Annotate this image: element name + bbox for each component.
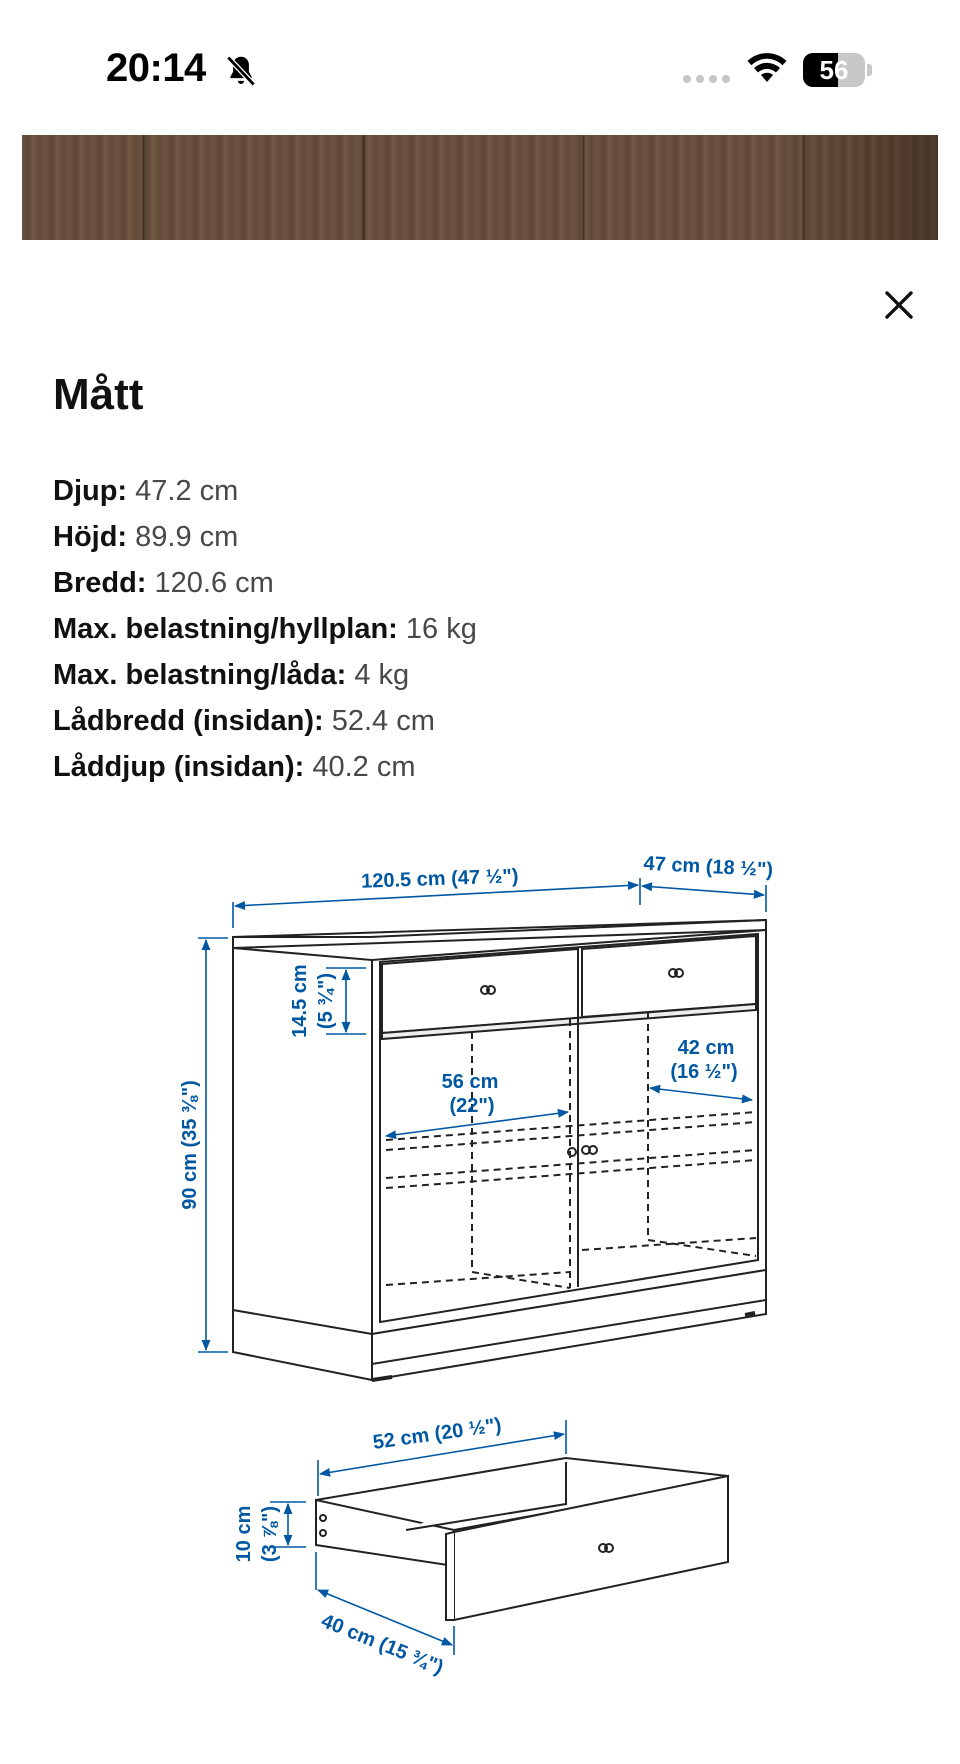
spec-drawer-inner-width: Lådbredd (insidan): 52.4 cm: [53, 705, 435, 737]
inner-depth-in-label: (16 ½"): [670, 1061, 738, 1083]
spec-drawer-inner-depth: Låddjup (insidan): 40.2 cm: [53, 751, 416, 783]
status-bar: [0, 0, 960, 135]
width-label: 120.5 cm (47 ½"): [360, 865, 519, 893]
inner-depth-cm-label: 42 cm: [677, 1037, 735, 1059]
drawer-depth-label: 40 cm (15 ¾"): [318, 1609, 447, 1679]
close-icon[interactable]: [872, 278, 926, 332]
drawer-height-cm-label: 10 cm: [233, 1505, 255, 1563]
bell-slash-icon: [222, 52, 260, 90]
drawer-front-height-cm-label: 14.5 cm: [289, 964, 311, 1038]
spec-depth: Djup: 47.2 cm: [53, 475, 239, 507]
dimension-diagram: [150, 835, 800, 1685]
product-image-shade: [780, 135, 938, 255]
drawer-width-label: 52 cm (20 ½"): [371, 1414, 503, 1454]
battery-level: 56: [819, 55, 849, 85]
battery-icon: [803, 53, 871, 87]
spec-width: Bredd: 120.6 cm: [53, 567, 274, 599]
wifi-icon: [746, 52, 788, 86]
inner-width-cm-label: 56 cm: [441, 1071, 499, 1093]
status-time: 20:14: [106, 46, 206, 90]
page-title: Mått: [53, 370, 144, 419]
spec-max-load-shelf: Max. belastning/hyllplan: 16 kg: [53, 613, 477, 645]
cabinet-drawing: [233, 920, 766, 1380]
spec-height: Höjd: 89.9 cm: [53, 521, 239, 553]
inner-width-in-label: (22"): [449, 1095, 495, 1117]
depth-label: 47 cm (18 ½"): [643, 852, 774, 882]
spec-max-load-drawer: Max. belastning/låda: 4 kg: [53, 659, 410, 691]
drawer-height-in-label: (3 ⅞"): [259, 1505, 281, 1563]
cellular-dots-icon: [682, 74, 730, 84]
height-label: 90 cm (35 ⅜"): [179, 1080, 201, 1210]
drawer-drawing: [316, 1458, 728, 1620]
drawer-front-height-in-label: (5 ¾"): [315, 972, 337, 1030]
dimension-specs-list: [53, 468, 477, 790]
